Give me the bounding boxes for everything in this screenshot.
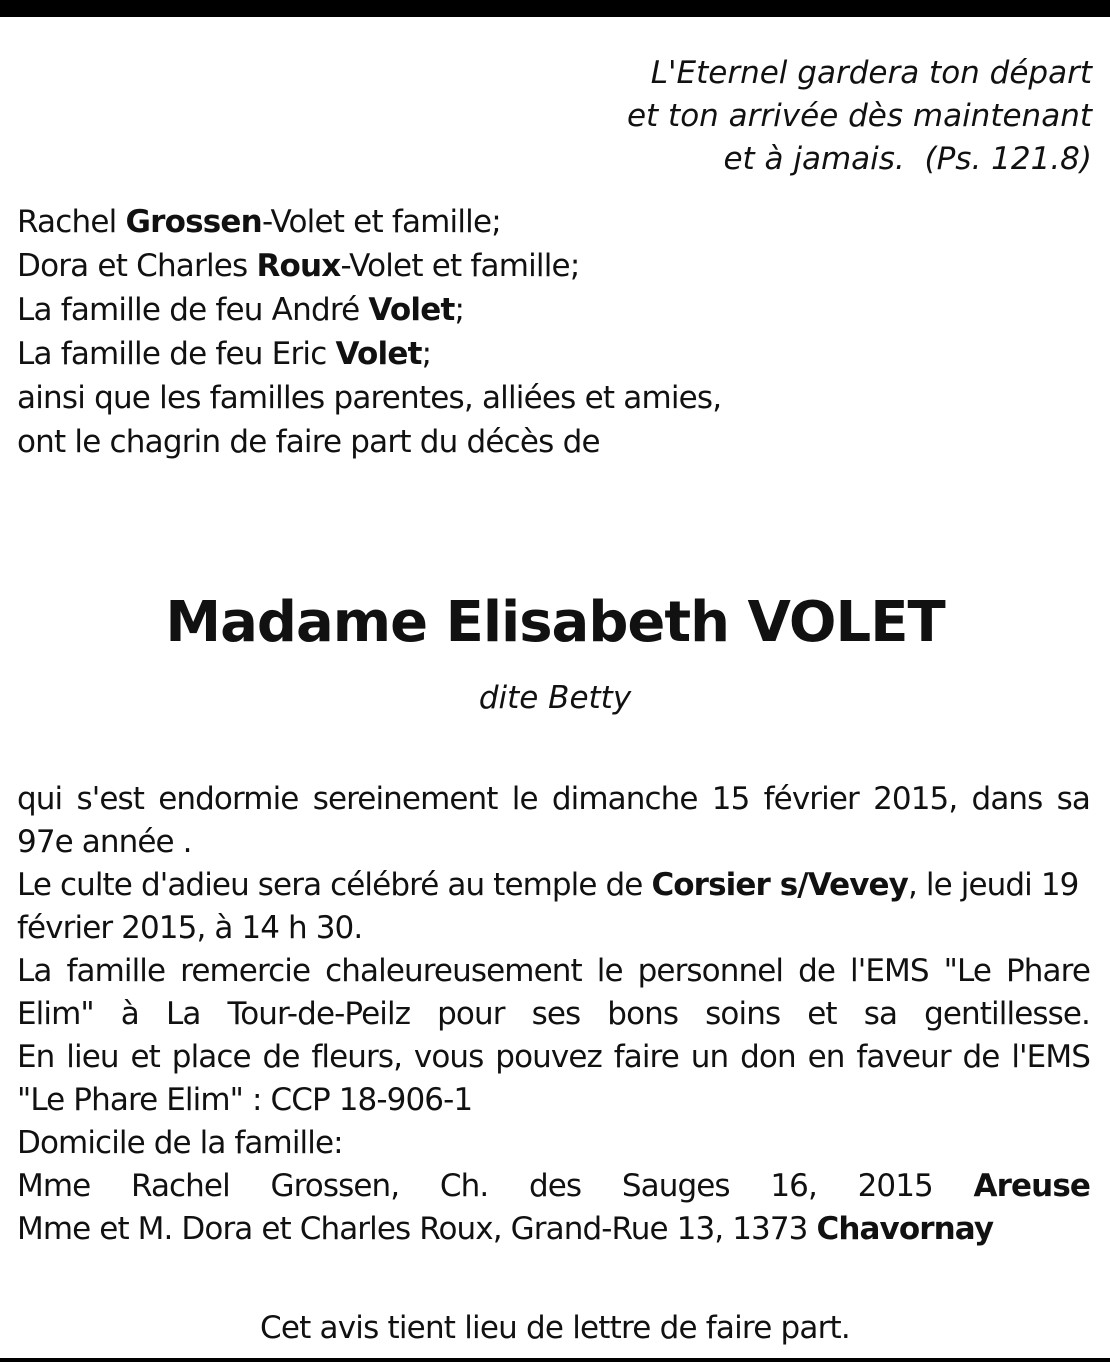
thanks-line: Elim" à La Tour-de-Peilz pour ses bons soins et sa gentillesse. — [17, 996, 1090, 1032]
family-entry-eric-volet: La famille de feu Eric Volet; — [17, 336, 432, 372]
service-date-line: février 2015, à 14 h 30. — [17, 910, 363, 946]
bottom-rule — [0, 1358, 1110, 1362]
family-entry-grossen: Rachel Grossen-Volet et famille; — [17, 204, 501, 240]
announcement-line: ont le chagrin de faire part du décès de — [17, 424, 600, 460]
domicile-label: Domicile de la famille: — [17, 1125, 343, 1161]
family-entry-roux: Dora et Charles Roux-Volet et famille; — [17, 248, 580, 284]
verse-line: L'Eternel gardera ton départ — [650, 55, 1092, 91]
thanks-line: La famille remercie chaleureusement le personnel de l'EMS "Le Phare — [17, 953, 1090, 989]
address-grossen: Mme Rachel Grossen, Ch. des Sauges 16, 2015 Areuse — [17, 1168, 1090, 1204]
closing-note: Cet avis tient lieu de lettre de faire part. — [260, 1310, 850, 1346]
donation-line: "Le Phare Elim" : CCP 18-906-1 — [17, 1082, 473, 1118]
psalm-verse — [627, 52, 1092, 181]
donation-line: En lieu et place de fleurs, vous pouvez faire un don en faveur de l'EMS — [17, 1039, 1090, 1075]
deceased-nickname: dite Betty — [478, 680, 632, 716]
family-list — [17, 200, 721, 464]
family-entry-andre-volet: La famille de feu André Volet; — [17, 292, 465, 328]
verse-line: et à jamais. (Ps. 121.8) — [723, 141, 1092, 177]
top-rule — [0, 0, 1110, 17]
verse-line: et ton arrivée dès maintenant — [626, 98, 1092, 134]
service-line: Le culte d'adieu sera célébré au temple de Corsier s/Vevey, le jeudi 19 — [17, 867, 1079, 903]
death-notice-line: qui s'est endormie sereinement le dimanche 15 février 2015, dans sa — [17, 781, 1090, 817]
deceased-name: Madame Elisabeth VOLET — [165, 590, 945, 655]
death-notice-line: 97e année . — [17, 824, 192, 860]
obituary-details — [17, 778, 1090, 1251]
address-roux: Mme et M. Dora et Charles Roux, Grand-Rue 13, 1373 Chavornay — [17, 1211, 994, 1247]
relatives-line: ainsi que les familles parentes, alliées et amies, — [17, 380, 722, 416]
